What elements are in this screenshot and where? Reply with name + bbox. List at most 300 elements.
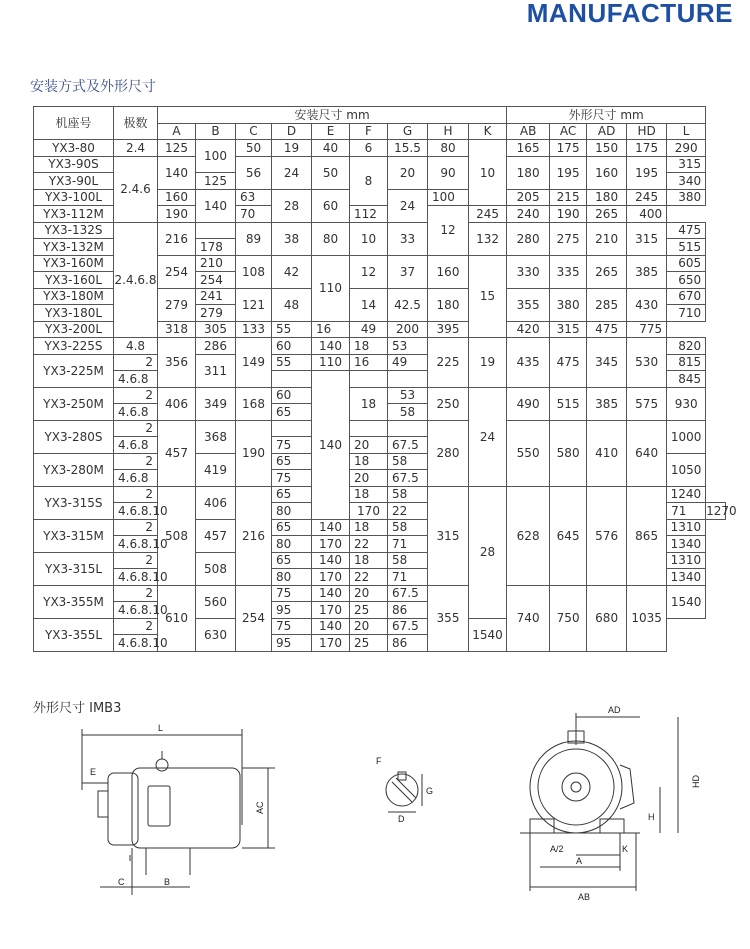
poles-cell: 2: [114, 618, 158, 635]
cell-hd: 640: [627, 420, 667, 486]
frame-cell: YX3-132S: [34, 222, 114, 239]
cell-b: 349: [196, 387, 236, 420]
label-ab: AB: [578, 892, 591, 902]
section-title: 安装方式及外形尺寸: [30, 79, 156, 95]
cell-l: 1240: [667, 486, 706, 503]
side-view-drawing: [70, 715, 290, 895]
cell-ad: 385: [587, 387, 627, 420]
frame-cell: YX3-225M: [34, 354, 114, 387]
label-f: F: [376, 756, 382, 766]
cell-ac: 580: [550, 420, 587, 486]
col-header: L: [667, 123, 706, 140]
cell-c: 190: [236, 420, 272, 486]
label-e: E: [90, 767, 97, 777]
cell-g: 67.5: [388, 585, 428, 602]
cell-b: 406: [196, 486, 236, 519]
label-a-half: A/2: [550, 844, 564, 854]
cell-f: 18: [350, 486, 388, 503]
frame-cell: YX3-355M: [34, 585, 114, 618]
cell-ac: 750: [550, 585, 587, 651]
cell-b: 279: [196, 305, 236, 322]
cell-a: 610: [158, 585, 196, 651]
frame-cell: YX3-225S: [34, 338, 114, 355]
cell-h: 90: [428, 156, 469, 189]
cell-c: 168: [236, 387, 272, 420]
cell-hd: 530: [627, 338, 667, 388]
frame-cell: YX3-280M: [34, 453, 114, 486]
frame-cell: YX3-200L: [34, 321, 114, 338]
cell-h: 315: [428, 486, 469, 585]
cell-l: 475: [667, 222, 706, 239]
cell-g: 67.5: [388, 618, 428, 635]
frame-cell: YX3-315S: [34, 486, 114, 519]
cell-ab: 330: [507, 255, 550, 288]
table-row: [34, 387, 726, 404]
cell-b: 140: [196, 189, 236, 222]
cell-b: 286: [196, 338, 236, 355]
col-header: B: [196, 123, 236, 140]
frame-cell: YX3-90S: [34, 156, 114, 173]
cell-g: 53: [388, 338, 428, 355]
col-header: K: [469, 123, 507, 140]
poles-cell: 4.6.8.10: [114, 569, 158, 586]
cell-l: 1540: [667, 585, 706, 618]
shaft-circle: [386, 774, 418, 806]
col-header: AD: [587, 123, 627, 140]
cell-l: 400: [627, 206, 667, 223]
label-c: C: [118, 877, 125, 887]
cell-f: 20: [350, 437, 388, 454]
cell-ad: 160: [587, 156, 627, 189]
cell-e: 140: [312, 585, 350, 602]
cell-f: 12: [350, 255, 388, 288]
frame-cell: YX3-132M: [34, 239, 114, 256]
cell-l: 1540: [469, 618, 507, 651]
cell-g: 71: [388, 569, 428, 586]
cell-ab: 205: [507, 189, 550, 206]
cell-b: 508: [196, 552, 236, 585]
cell-k: 24: [469, 387, 507, 486]
cell-f: 18: [350, 338, 388, 355]
poles-cell: 2: [114, 387, 158, 404]
cell-g: 33: [388, 222, 428, 255]
cell-d: 75: [272, 470, 312, 487]
cell-ac: 240: [507, 206, 550, 223]
cell-d: 60: [272, 387, 312, 404]
header-row: [34, 107, 726, 124]
cell-a: 216: [158, 222, 196, 255]
cell-k: 10: [469, 140, 507, 206]
cell-hd: 265: [587, 206, 627, 223]
cell-d: 65: [272, 519, 312, 536]
cell-l: 670: [667, 288, 706, 305]
frame-cell: YX3-250M: [34, 387, 114, 420]
cell-g: 49: [388, 354, 428, 371]
col-header: F: [350, 123, 388, 140]
cell-f: 18: [350, 552, 388, 569]
cell-c: 108: [236, 255, 272, 288]
cell-d: 24: [272, 156, 312, 189]
cell-c: 56: [236, 156, 272, 189]
cell-ac: 215: [550, 189, 587, 206]
cell-b: [196, 222, 236, 239]
cell-ad: 210: [587, 222, 627, 255]
cell-d: 48: [272, 288, 312, 321]
cell-g: 53: [388, 387, 428, 404]
cell-l: 605: [667, 255, 706, 272]
frame-cell: YX3-315L: [34, 552, 114, 585]
cell-c: 89: [236, 222, 272, 255]
table-row: [34, 486, 726, 503]
frame-cell: YX3-112M: [34, 206, 114, 223]
cell-e: 170: [312, 536, 350, 553]
cell-c: 50: [236, 140, 272, 157]
label-d: D: [398, 814, 405, 824]
cell-e: 170: [312, 569, 350, 586]
poles-cell: 2: [114, 420, 158, 437]
col-header: AC: [550, 123, 587, 140]
label-b: B: [164, 877, 171, 887]
cell-ac: 645: [550, 486, 587, 585]
cell-e: 140: [312, 552, 350, 569]
poles-cell: 4.6.8.10: [114, 602, 158, 619]
cell-g: 67.5: [388, 437, 428, 454]
cell-d: 75: [272, 618, 312, 635]
poles-cell: 2.4.6.8: [114, 222, 158, 338]
cell-l: 1340: [667, 569, 706, 586]
cell-ad: 180: [587, 189, 627, 206]
poles-cell: 2: [114, 585, 158, 602]
frame-cell: YX3-80: [34, 140, 114, 157]
cell-ad: 190: [550, 206, 587, 223]
cell-f: 22: [350, 569, 388, 586]
cell-l: 1310: [667, 552, 706, 569]
frame-cell: YX3-280S: [34, 420, 114, 453]
cell-a: 160: [158, 189, 196, 206]
poles-cell: 4.6.8: [114, 437, 158, 454]
poles-cell: 4.6.8: [114, 470, 158, 487]
cell-h: 132: [469, 222, 507, 255]
shaft-key-svg: [370, 750, 440, 830]
cell-ab: 355: [507, 288, 550, 321]
cell-f: 20: [350, 470, 388, 487]
cell-g: 86: [388, 602, 428, 619]
cell-l: 775: [627, 321, 667, 338]
cell-l: 515: [667, 239, 706, 256]
cell-c: 216: [236, 486, 272, 585]
col-header: C: [236, 123, 272, 140]
cell-g: 86: [388, 635, 428, 652]
frame-cell: YX3-180L: [34, 305, 114, 322]
cell-hd: 385: [627, 255, 667, 288]
cell-k: 15: [469, 255, 507, 338]
cell-d: 65: [272, 486, 312, 503]
cell-c: 149: [236, 338, 272, 388]
cell-f: 25: [350, 635, 388, 652]
cell-ad: 315: [550, 321, 587, 338]
col-header: H: [428, 123, 469, 140]
cell-b: 241: [196, 288, 236, 305]
cell-g: 24: [388, 189, 428, 222]
cell-d: 80: [272, 569, 312, 586]
cell-f: 10: [350, 222, 388, 255]
cell-g: [388, 420, 428, 437]
cell-h: 200: [388, 321, 428, 338]
cell-d: 60: [272, 338, 312, 355]
front-view-svg: [510, 705, 710, 905]
cell-ad: 285: [587, 288, 627, 321]
cell-e: 110: [312, 354, 350, 371]
cell-f: 8: [350, 156, 388, 206]
cell-a: 356: [158, 338, 196, 388]
header-outline: 外形尺寸 mm: [507, 107, 706, 124]
cell-ad: 150: [587, 140, 627, 157]
cell-e: 170: [350, 503, 388, 520]
cell-g: 15.5: [388, 140, 428, 157]
cell-d: 38: [272, 222, 312, 255]
poles-cell: 2.4.6: [114, 156, 158, 222]
cell-k: 19: [469, 338, 507, 388]
cell-l: 290: [667, 140, 706, 157]
cell-l: 1310: [667, 519, 706, 536]
cell-ad: 265: [587, 255, 627, 288]
cell-ad: 680: [587, 585, 627, 651]
cell-e: 170: [312, 635, 350, 652]
cell-g: 71: [667, 503, 706, 520]
cell-f: 18: [350, 453, 388, 470]
label-ad: AD: [608, 705, 621, 715]
poles-cell: 4.8: [114, 338, 158, 355]
cell-g: 58: [388, 519, 428, 536]
dimensions-table: [33, 106, 737, 652]
cell-ad: 345: [587, 338, 627, 388]
table-row: [34, 420, 726, 437]
table-row: [34, 156, 726, 173]
cell-c: 254: [236, 585, 272, 651]
cell-hd: 575: [627, 387, 667, 420]
cell-hd: 430: [627, 288, 667, 321]
cell-b: 457: [196, 519, 236, 552]
cell-e: 110: [312, 255, 350, 321]
shaft-shape: [98, 791, 108, 817]
cell-e: 140: [312, 371, 350, 520]
cell-ab: 280: [507, 222, 550, 255]
cell-f: 18: [350, 519, 388, 536]
label-ac: AC: [255, 801, 265, 814]
cell-l: 650: [667, 272, 706, 289]
cell-g: 42.5: [388, 288, 428, 321]
dims-title: 外形尺寸 IMB3: [33, 701, 122, 716]
cell-ab: 180: [507, 156, 550, 189]
cell-hd: 195: [627, 156, 667, 189]
cell-d: 65: [272, 552, 312, 569]
cell-l: 1270: [706, 503, 737, 518]
cell-d: 75: [272, 585, 312, 602]
cell-ac: 475: [550, 338, 587, 388]
cell-ac: 275: [550, 222, 587, 255]
cell-g: 58: [388, 453, 428, 470]
poles-cell: 4.6.8: [114, 404, 158, 421]
cell-g: 58: [388, 404, 428, 421]
cell-k: 12: [428, 206, 469, 256]
side-view-svg: [70, 715, 290, 895]
cell-a: 406: [158, 387, 196, 420]
label-a: A: [576, 856, 583, 866]
cell-l: 315: [667, 156, 706, 173]
frame-cell: YX3-160M: [34, 255, 114, 272]
cell-h: 355: [428, 585, 469, 651]
brand-title: MANUFACTURE: [526, 0, 733, 28]
cell-b: 305: [196, 321, 236, 338]
cell-b: 630: [196, 618, 236, 651]
cell-ab: 740: [507, 585, 550, 651]
header-install: 安装尺寸 mm: [158, 107, 507, 124]
cell-hd: 175: [627, 140, 667, 157]
cell-g: 67.5: [388, 470, 428, 487]
cell-d: 65: [272, 404, 312, 421]
cell-h: 250: [428, 387, 469, 420]
cell-hd: 865: [627, 486, 667, 585]
cell-g: 20: [388, 156, 428, 189]
cell-d: 95: [272, 602, 312, 619]
col-header: AB: [507, 123, 550, 140]
table-row: [34, 140, 726, 157]
cell-e: 80: [312, 222, 350, 255]
poles-cell: 2: [114, 453, 158, 470]
poles-cell: 2: [114, 519, 158, 536]
col-header: HD: [627, 123, 667, 140]
cell-f: 20: [350, 585, 388, 602]
col-header: E: [312, 123, 350, 140]
cell-l: 380: [667, 189, 706, 206]
cell-ac: 515: [550, 387, 587, 420]
frame-cell: YX3-355L: [34, 618, 114, 651]
frame-cell: YX3-90L: [34, 173, 114, 190]
poles-cell: 2: [114, 354, 158, 371]
cell-b: 178: [196, 239, 236, 256]
cell-ab: 245: [469, 206, 507, 223]
cell-f: 16: [350, 354, 388, 371]
header-poles: 极数: [114, 107, 158, 140]
cell-ac: 335: [550, 255, 587, 288]
cell-h: 112: [350, 206, 388, 223]
cell-f: 6: [350, 140, 388, 157]
cell-e: 140: [312, 519, 350, 536]
cell-g: [388, 371, 428, 388]
cell-ac: 380: [550, 288, 587, 321]
header-frame: 机座号: [34, 107, 114, 140]
cell-ab: 628: [507, 486, 550, 585]
cell-ab: 550: [507, 420, 550, 486]
table-row: [34, 338, 726, 355]
cell-l: 845: [667, 371, 706, 388]
cell-f: 16: [312, 321, 350, 338]
cell-hd: 475: [587, 321, 627, 338]
cell-d: 95: [272, 635, 312, 652]
frame-cell: YX3-315M: [34, 519, 114, 552]
cell-d: 65: [272, 453, 312, 470]
poles-cell: 2.4: [114, 140, 158, 157]
cell-c: 133: [236, 321, 272, 338]
cell-k: 28: [469, 486, 507, 618]
frame-cell: YX3-180M: [34, 288, 114, 305]
poles-cell: 2: [114, 552, 158, 569]
cell-hd: 245: [627, 189, 667, 206]
frame-cell: YX3-160L: [34, 272, 114, 289]
cell-l: 1340: [667, 536, 706, 553]
cell-d: 19: [272, 140, 312, 157]
cell-l: 1050: [667, 453, 706, 486]
cell-e: 60: [312, 189, 350, 222]
cell-ad: 576: [587, 486, 627, 585]
cell-d: 28: [272, 189, 312, 222]
cell-b: 419: [196, 453, 236, 486]
cell-ac: 420: [507, 321, 550, 338]
cell-ad: 410: [587, 420, 627, 486]
cell-h: 225: [428, 338, 469, 388]
cell-b: 311: [196, 354, 236, 387]
cell-f: 20: [350, 618, 388, 635]
label-k: K: [622, 844, 629, 854]
cell-d: [272, 371, 312, 388]
cell-g: 49: [350, 321, 388, 338]
cell-a: 140: [158, 156, 196, 189]
cell-ac: 195: [550, 156, 587, 189]
cell-f: 18: [350, 387, 388, 420]
cell-h: 180: [428, 288, 469, 321]
shaft-key-drawing: [370, 750, 440, 830]
cell-f: 22: [388, 503, 428, 520]
cell-g: 58: [388, 552, 428, 569]
cell-hd: 315: [627, 222, 667, 255]
label-l: L: [158, 723, 164, 733]
cell-a: 279: [158, 288, 196, 321]
cell-ab: 435: [507, 338, 550, 388]
cell-hd: 1035: [627, 585, 667, 651]
cell-l: 820: [667, 338, 706, 355]
cell-l: 815: [667, 354, 706, 371]
cell-e: 140: [312, 338, 350, 355]
cell-b: 560: [196, 585, 236, 618]
cell-d: 55: [272, 321, 312, 338]
cell-a: 254: [158, 255, 196, 288]
col-header: A: [158, 123, 196, 140]
cell-h: 280: [428, 420, 469, 486]
cell-d: 75: [272, 437, 312, 454]
poles-cell: 4.6.8.10: [114, 503, 158, 520]
cell-b: 254: [196, 272, 236, 289]
cell-d: 42: [272, 255, 312, 288]
cell-ab: 490: [507, 387, 550, 420]
cell-l: 710: [667, 305, 706, 322]
cell-l: 1000: [667, 420, 706, 453]
cell-b: 100: [196, 140, 236, 173]
label-g: G: [426, 786, 434, 796]
poles-cell: 2: [114, 486, 158, 503]
cell-e: 50: [312, 156, 350, 189]
cell-c: 63: [236, 189, 272, 206]
cell-f: 25: [350, 602, 388, 619]
front-view-drawing: [510, 705, 710, 905]
frame-cell: YX3-100L: [34, 189, 114, 206]
label-h: H: [648, 812, 655, 822]
cell-l: 930: [667, 387, 706, 420]
cell-ac: 175: [550, 140, 587, 157]
cell-f: [350, 371, 388, 388]
cell-a: 508: [158, 486, 196, 585]
cell-h: 80: [428, 140, 469, 157]
cell-g: 71: [388, 536, 428, 553]
